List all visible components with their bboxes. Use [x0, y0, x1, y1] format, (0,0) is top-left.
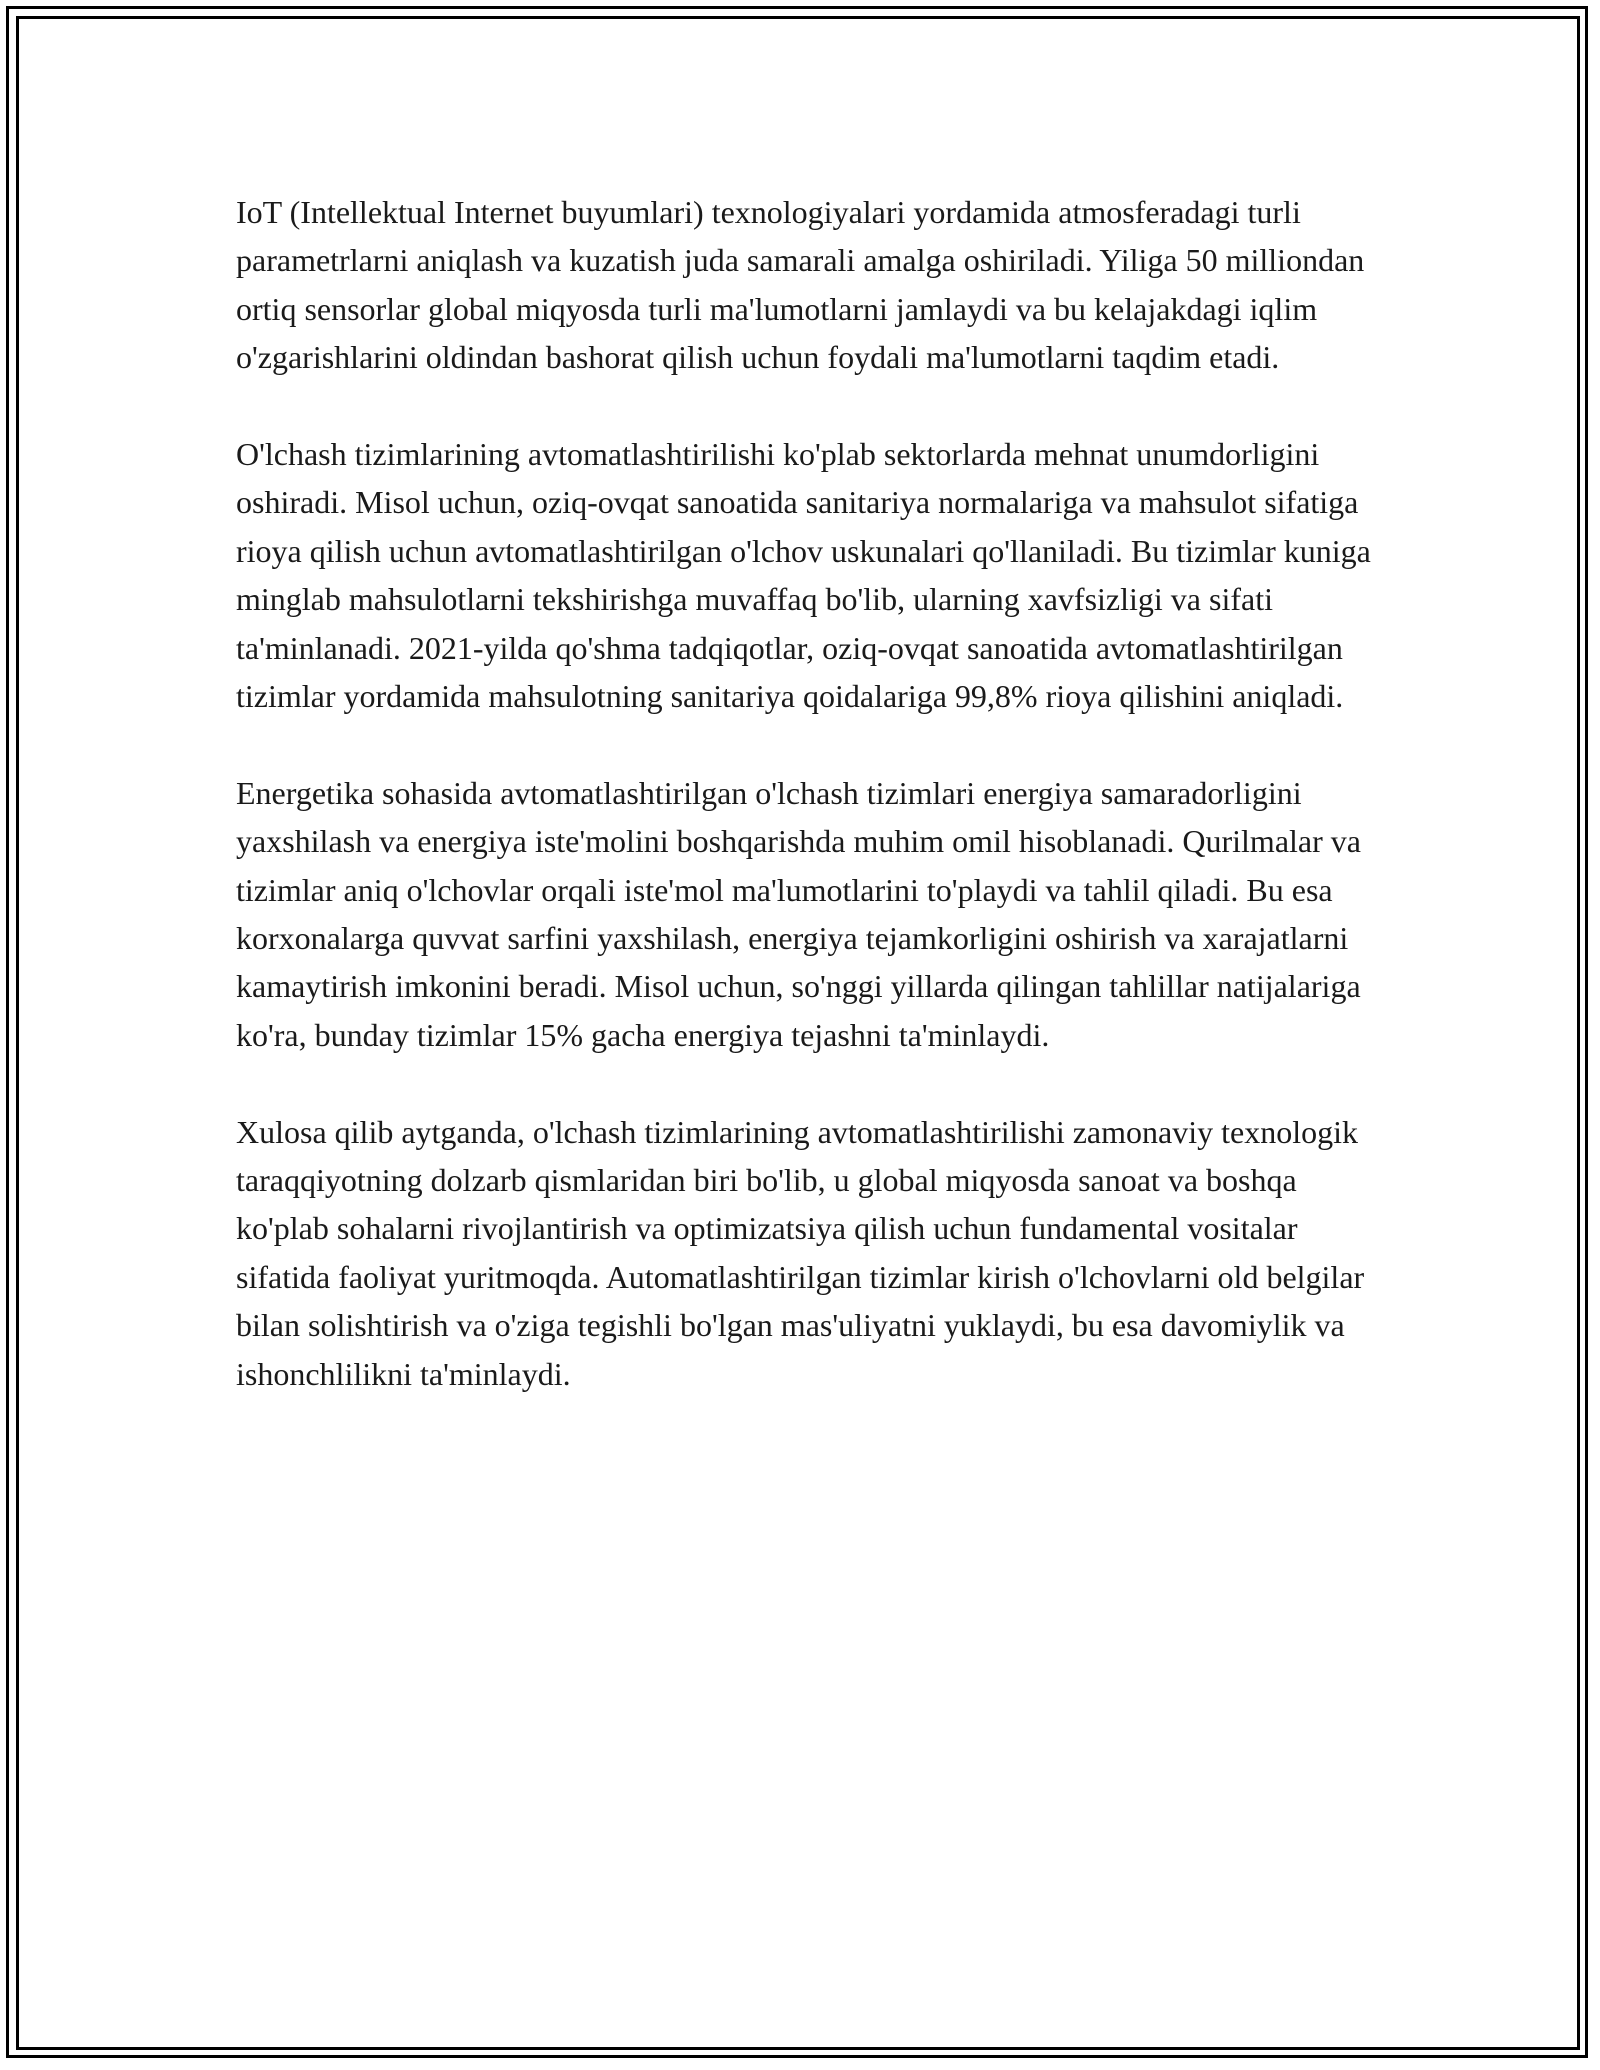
paragraph-iot: IoT (Intellektual Internet buyumlari) texnologiyalari yordamida atmosferadagi turli parametrlarni aniqlash va kuzatish juda samarali amalga oshiriladi. Yiliga 50 milliondan ortiq sensorlar global miqyosda turli ma'lumotlarni jamlaydi va bu kelajakdagi iqlim o'zgarishlarini oldindan bashorat qilish uchun foydali ma'lumotlarni taqdim etadi. [236, 194, 1365, 376]
paragraph-automation-food: O'lchash tizimlarining avtomatlashtirilishi ko'plab sektorlarda mehnat unumdorligini oshiradi. Misol uchun, oziq-ovqat sanoatida sanitariya normalariga va mahsulot sifatiga rioya qilish uchun avtomatlashtirilgan o'lchov uskunalari qo'llaniladi. Bu tizimlar kuniga minglab mahsulotlarni tekshirishga muvaffaq bo'lib, ularning xavfsizligi va sifati ta'minlanadi. 2021-yilda qo'shma tadqiqotlar, oziq-ovqat sanoatida avtomatlashtirilgan tizimlar yordamida mahsulotning sanitariya qoidalariga 99,8% rioya qilishini aniqladi. [236, 436, 1371, 715]
document-body [236, 188, 1386, 1398]
paragraph-conclusion: Xulosa qilib aytganda, o'lchash tizimlarining avtomatlashtirilishi zamonaviy texnologik taraqqiyotning dolzarb qismlaridan biri bo'lib, u global miqyosda sanoat va boshqa ko'plab sohalarni rivojlantirish va optimizatsiya qilish uchun fundamental vositalar sifatida faoliyat yuritmoqda. Automatlashtirilgan tizimlar kirish o'lchovlarni old belgilar bilan solishtirish va o'ziga tegishli bo'lgan mas'uliyatni yuklaydi, bu esa davomiylik va ishonchlilikni ta'minlaydi. [236, 1113, 1365, 1392]
paragraph-energy: Energetika sohasida avtomatlashtirilgan o'lchash tizimlari energiya samaradorligini yaxshilash va energiya iste'molini boshqarishda muhim omil hisoblanadi. Qurilmalar va tizimlar aniq o'lchovlar orqali iste'mol ma'lumotlarini to'playdi va tahlil qiladi. Bu esa korxonalarga quvvat sarfini yaxshilash, energiya tejamkorligini oshirish va xarajatlarni kamaytirish imkonini beradi. Misol uchun, so'nggi yillarda qilingan tahlillar natijalariga ko'ra, bunday tizimlar 15% gacha energiya tejashni ta'minlaydi. [236, 774, 1361, 1053]
